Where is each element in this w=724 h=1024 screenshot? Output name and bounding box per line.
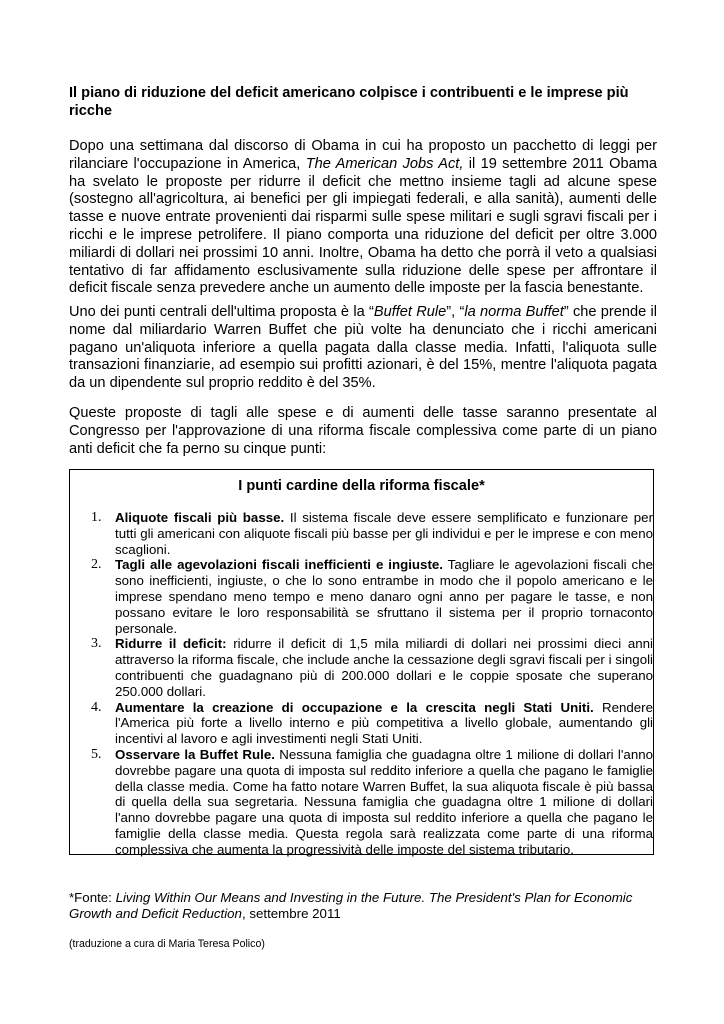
reform-points-box [69,469,654,855]
list-number: 4. [91,699,102,715]
buffet-rule-term: Buffet Rule [373,304,447,320]
paragraph-intro [69,138,657,298]
list-item-text: Rendere l'America più forte a livello interno e più competitiva a livello globale, aumentando gli incentivi al lavoro e agli investimenti negli Stati Uniti. [115,699,653,747]
list-item-heading: Tagli alle agevolazioni fiscali inefficienti e ingiuste. [115,557,443,573]
list-item-text: ridurre il deficit di 1,5 mila miliardi di dollari nei prossimi dieci anni attraverso la riforma fiscale, che include anche la cessazione degli sgravi fiscali per i singoli contribuenti che guadagnano più di 200.000 dollari e le coppie sposate che superano 250.000 dollari. [115,636,653,699]
list-item-heading: Aliquote fiscali più basse. [115,510,285,525]
paragraph-buffet-rule [69,304,657,393]
source-footnote [69,890,657,922]
list-item-heading: Ridurre il deficit: [115,636,227,652]
list-number: 2. [91,557,102,573]
box-title: I punti cardine della riforma fiscale* [238,478,485,494]
footnote-source-title: Living Within Our Means and Investing in the Future. The President's Plan for Economic Growth and Deficit Reduction [69,890,633,921]
article-title: Il piano di riduzione del deficit americano colpisce i contribuenti e le imprese più ricche [69,85,629,119]
paragraph-intro-text-a: Dopo una settimana dal discorso di Obama in cui ha proposto un pacchetto di leggi per rilanciare l'occupazione in America, [69,138,657,172]
list-item-text: Tagliare le agevolazioni fiscali che sono inefficienti, ingiuste, o che lo sono entrambe in modo che il popolo americano e le imprese spendano meno tempo e meno danaro ogni anno per pagare le tasse, e non possano evitare le loro responsabilità se sfruttano il sistema per il proprio tornaconto personale. [115,557,653,636]
paragraph-buffet-text-a: Uno dei punti centrali dell'ultima proposta è la “ [69,304,374,320]
list-number: 1. [91,510,102,525]
list-item [91,636,653,699]
paragraph-buffet-text-c: ” che prende il nome dal miliardario Warren Buffet che più volte ha denunciato che i ricchi americani pagano un'aliquota inferiore a quella pagata dalla classe media. Infatti, l'aliquota sulle transazioni finanziarie, ad esempio sui profitti azionari, è del 15%, mentre l'aliquota pagata da un dipendente sul proprio reddito è del 35%. [69,304,658,392]
paragraph-buffet-text-b: ”, “ [446,304,465,320]
paragraph-intro-text-b: il 19 settembre 2011 Obama ha svelato le proposte per ridurre il deficit che mettno insieme tagli ad alcune spese (sostegno all'agricoltura, ai benefici per gli impiegati federali, e alla sanità), aumenti delle tasse e nuove entrate provenienti dai risparmi sulle spese militari e sugli sgravi fiscali per i ricchi e le imprese petrolifere. Il piano comporta una riduzione del deficit per oltre 3.000 miliardi di dollari nei prossimi 10 anni. Inoltre, Obama ha detto che porrà il veto a qualsiasi tentativo di far affidamento esclusivamente sulla riduzione delle spese per affrontare il deficit fiscale senza prevedere anche un aumento delle imposte per la fascia benestante. [69,155,657,297]
list-item [91,510,654,557]
list-item-text: Nessuna famiglia che guadagna oltre 1 milione di dollari l'anno dovrebbe pagare una quota di imposta sul reddito inferiore a quella che pagano le famiglie della classe media. Come ha fatto notare Warren Buffet, la sua aliquota fiscale è più bassa di quella della sua segretaria. Nessuna famiglia che guadagna oltre 1 milione di dollari l'anno dovrebbe pagare una quota di imposta sul reddito inferiore a quella che pagano le famiglie della classe media. Questa regola sarà realizzata come parte di una riforma complessiva che aumenta la progressività delle imposte del sistema tributario. [115,746,653,857]
list-item [91,699,653,747]
footnote-prefix: *Fonte: [69,890,116,905]
norma-buffet-term: la norma Buffet [464,304,564,320]
reform-points-list [91,510,654,858]
list-number: 3. [91,636,102,652]
jobs-act-title: The American Jobs Act, [305,155,464,172]
list-item-heading: Osservare la Buffet Rule. [115,746,275,762]
list-item-text: Il sistema fiscale deve essere semplificato e funzionare per tutti gli americani con aliquote fiscali più basse per gli individui e per le imprese e con meno scaglioni. [115,510,654,557]
list-number: 5. [91,746,102,762]
translation-credit: (traduzione a cura di Maria Teresa Polico) [69,938,265,950]
paragraph-proposals: Queste proposte di tagli alle spese e di aumenti delle tasse saranno presentate al Congresso per l'approvazione di una riforma fiscale complessiva come parte di un piano anti deficit che fa perno su cinque punti: [69,405,657,457]
list-item [91,557,653,636]
list-item [91,746,653,858]
footnote-suffix: , settembre 2011 [241,906,341,921]
list-item-heading: Aumentare la creazione di occupazione e la crescita negli Stati Uniti. [115,699,594,715]
